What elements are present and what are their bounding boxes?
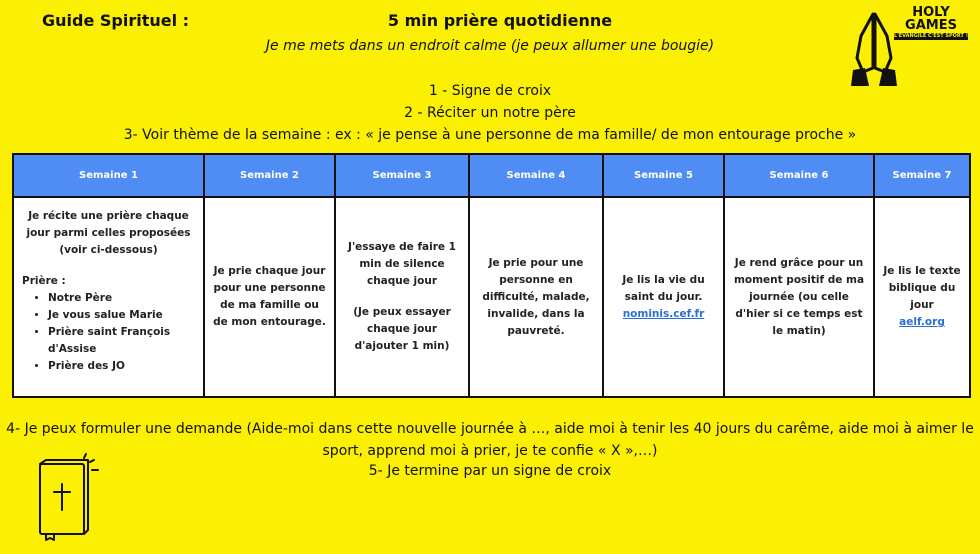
table-header-row xyxy=(13,154,970,197)
week-3-text-a: J'essaye de faire 1 min de silence chaque jour xyxy=(348,241,456,287)
logo-line1: HOLY xyxy=(912,5,950,20)
logo-tagline: L'ÉVANGILE C'EST SPORT ! xyxy=(894,33,968,39)
guide-label: Guide Spirituel : xyxy=(42,11,190,30)
week-4-cell: Je prie pour une personne en difficulté, malade, invalide, dans la pauvreté. xyxy=(469,197,603,397)
week-header: Semaine 6 xyxy=(724,154,874,197)
step-1: 1 - Signe de croix xyxy=(428,83,552,99)
step-4: 4- Je peux formuler une demande (Aide-moi dans cette nouvelle journée à …, aide moi à tenir les 40 jours du carême, aide moi à aimer le sport, apprend moi à prier, je te confie « X »,…) xyxy=(6,421,974,459)
week-1-prayer-label: Prière : xyxy=(22,275,66,287)
holy-games-logo xyxy=(894,6,968,40)
week-7-cell xyxy=(874,197,970,397)
week-1-cell xyxy=(13,197,204,397)
week-header: Semaine 7 xyxy=(874,154,970,197)
aelf-link[interactable]: aelf.org xyxy=(899,316,945,328)
step-3: 3- Voir thème de la semaine : ex : « je pense à une personne de ma famille/ de mon entourage proche » xyxy=(123,127,857,143)
weekly-themes-table xyxy=(12,153,971,398)
week-header: Semaine 4 xyxy=(469,154,603,197)
list-item: • Prière des JO xyxy=(48,358,195,375)
nominis-link[interactable]: nominis.cef.fr xyxy=(622,307,705,320)
subtitle: Je me mets dans un endroit calme (je peux allumer une bougie) xyxy=(265,38,715,54)
logo-line2: GAMES xyxy=(905,18,957,33)
list-item: • Je vous salue Marie xyxy=(48,307,195,324)
week-header: Semaine 3 xyxy=(335,154,469,197)
week-5-cell xyxy=(603,197,724,397)
bible-icon xyxy=(34,452,104,542)
step-5: 5- Je termine par un signe de croix xyxy=(368,463,612,479)
page-title: 5 min prière quotidienne xyxy=(387,11,613,30)
prayer-list xyxy=(22,290,195,375)
week-5-text: Je lis la vie du saint du jour. xyxy=(622,273,705,303)
list-item: • Prière saint François d'Assise xyxy=(48,324,195,358)
week-1-intro: Je récite une prière chaque jour parmi celles proposées (voir ci-dessous) xyxy=(26,210,191,256)
week-3-cell xyxy=(335,197,469,397)
week-6-cell: Je rend grâce pour un moment positif de ma journée (ou celle d'hier si ce temps est le matin) xyxy=(724,197,874,397)
week-7-text: Je lis le texte biblique du jour xyxy=(883,265,961,311)
week-3-text-b: (Je peux essayer chaque jour d'ajouter 1 min) xyxy=(353,306,451,352)
table-row xyxy=(13,197,970,397)
week-header: Semaine 2 xyxy=(204,154,335,197)
week-header: Semaine 1 xyxy=(13,154,204,197)
step-2: 2 - Réciter un notre père xyxy=(404,105,576,121)
list-item: • Notre Père xyxy=(48,290,195,307)
week-header: Semaine 5 xyxy=(603,154,724,197)
week-2-cell: Je prie chaque jour pour une personne de ma famille ou de mon entourage. xyxy=(204,197,335,397)
